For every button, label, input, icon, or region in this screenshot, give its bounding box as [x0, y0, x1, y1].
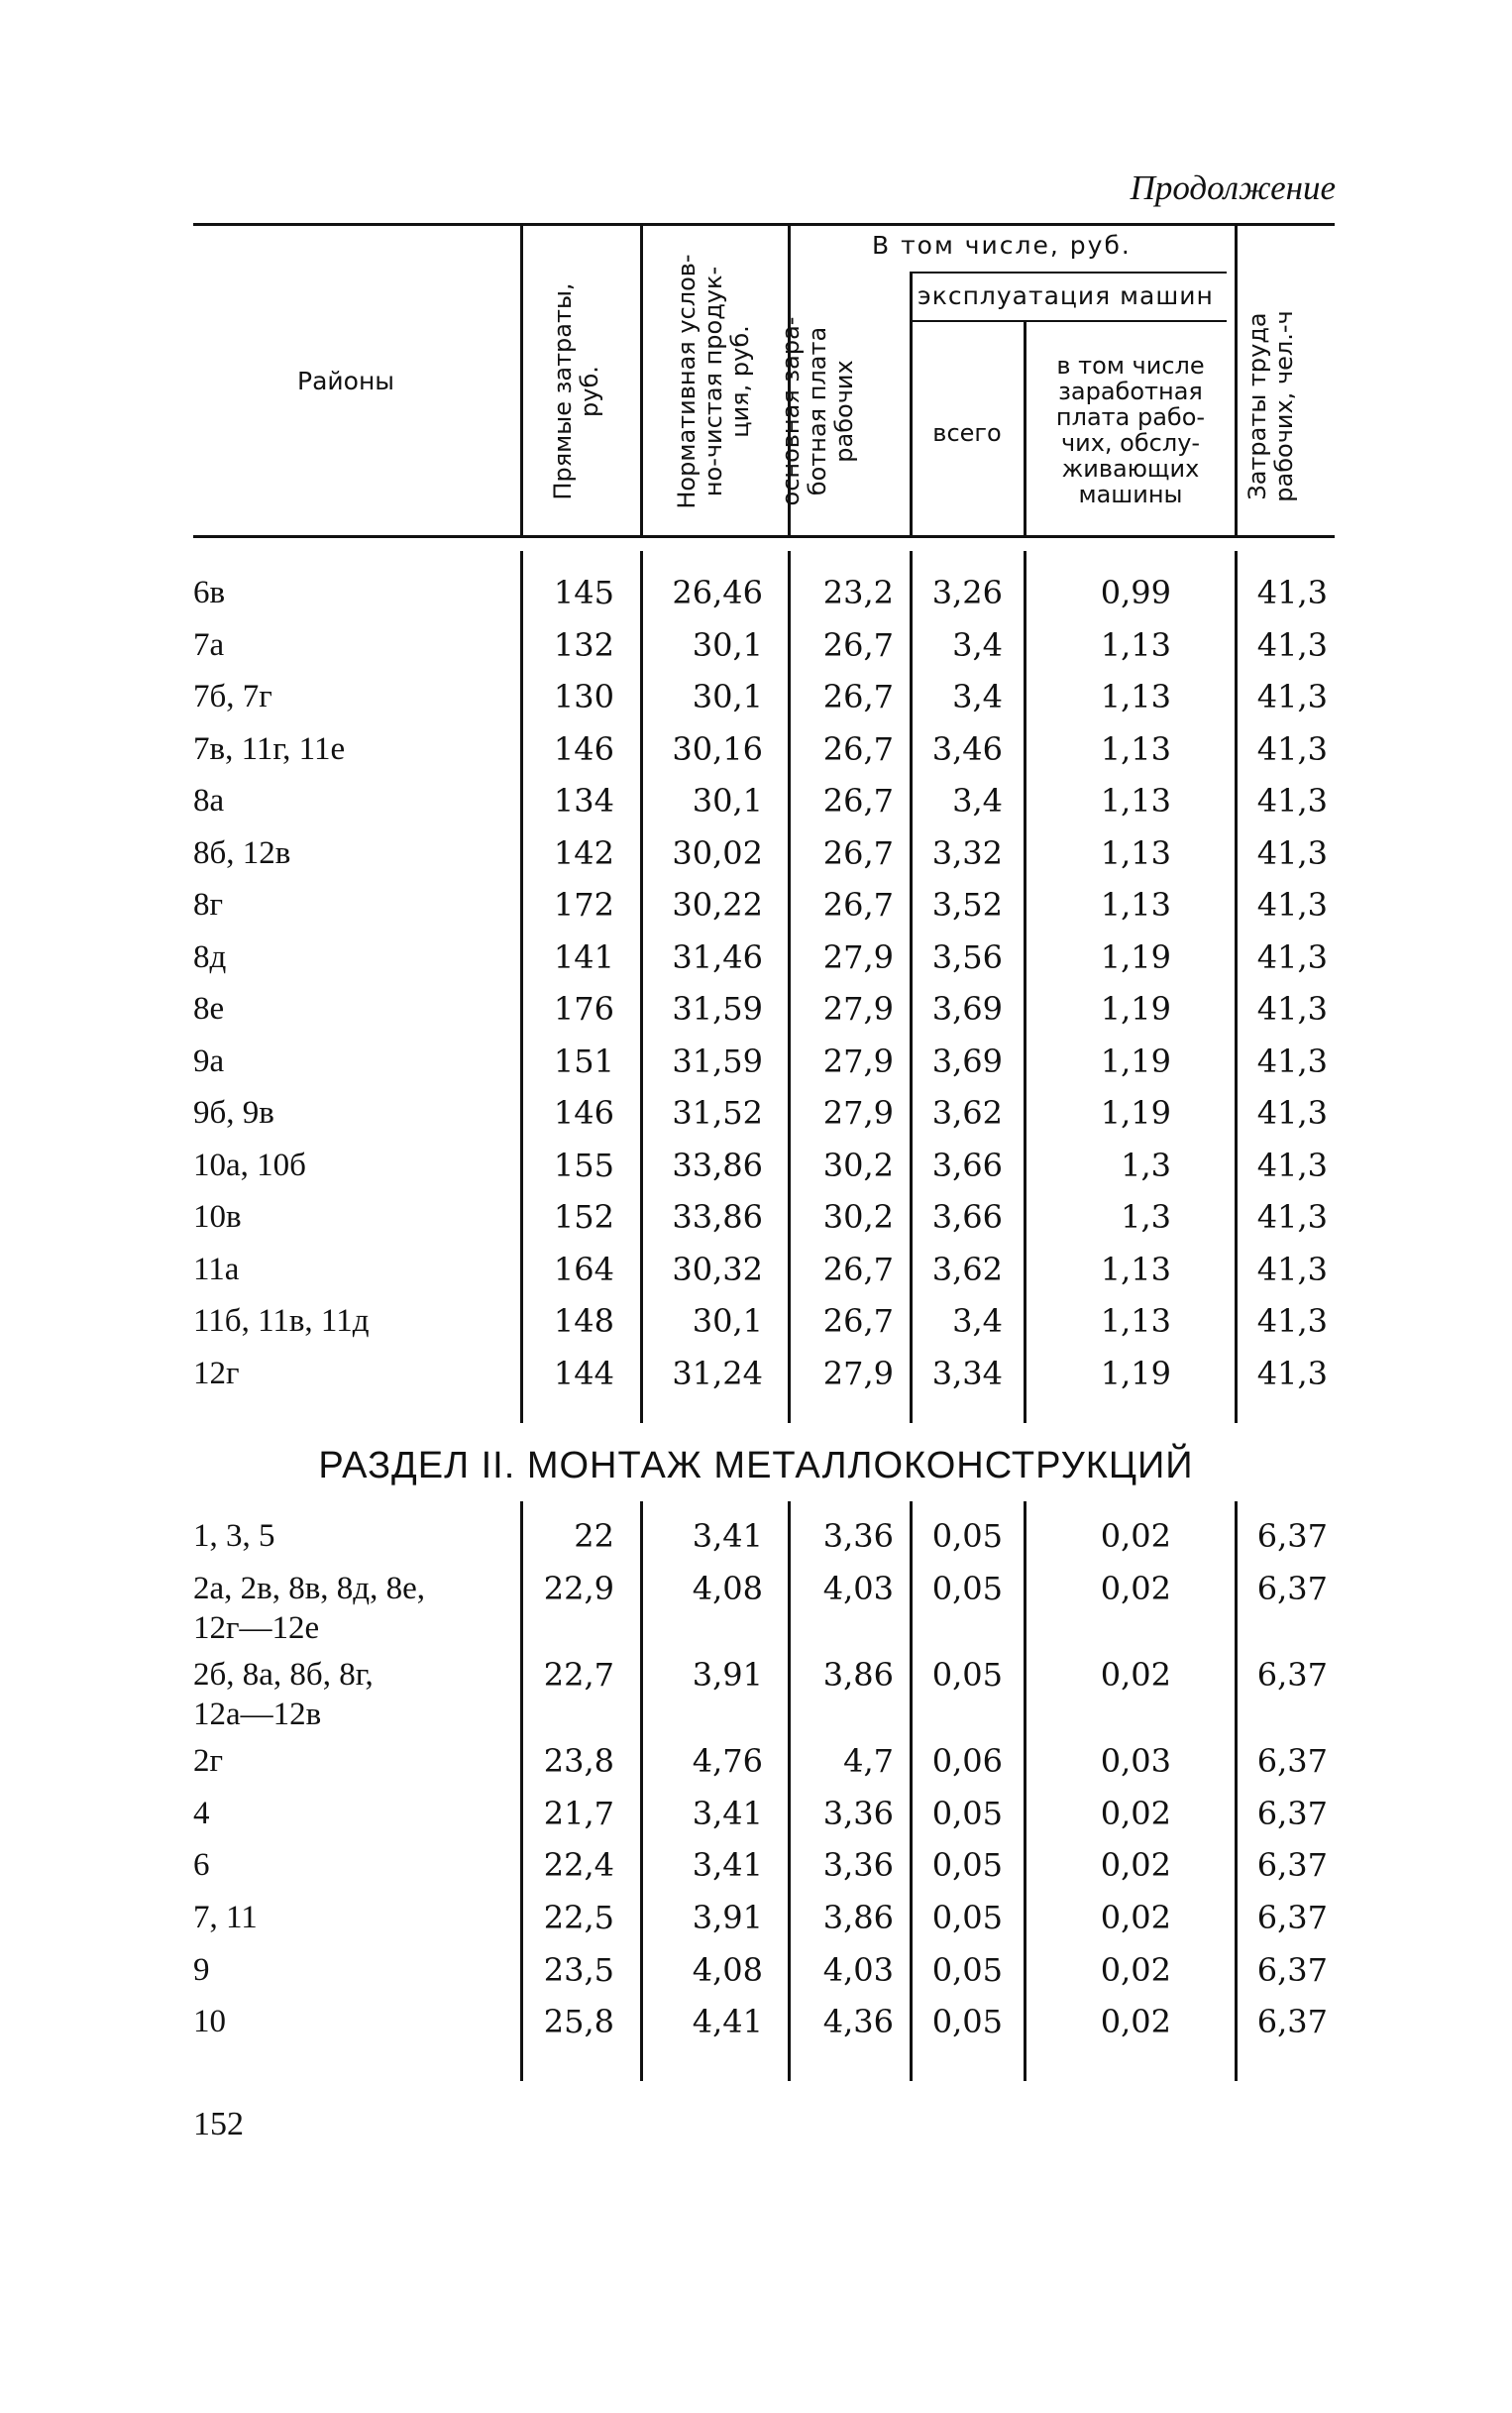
labor-cell: 41,3: [1256, 1250, 1328, 1288]
total-cell: 0,05: [931, 1517, 1003, 1555]
district-cell: [193, 989, 224, 1029]
incl-cell: 1,3: [1121, 1146, 1171, 1184]
wage-cell: 26,7: [822, 1250, 894, 1288]
incl-cell: 1,13: [1100, 833, 1171, 872]
direct-cell: 134: [553, 782, 614, 820]
wage-cell: 4,03: [822, 1570, 894, 1607]
direct-cell: 23,5: [543, 1951, 614, 1989]
wage-cell: 26,7: [822, 833, 894, 872]
direct-cell: 145: [553, 574, 614, 611]
direct-cell: 144: [553, 1354, 614, 1392]
direct-cell: 23,8: [543, 1742, 614, 1780]
incl-cell: 1,19: [1100, 937, 1171, 976]
direct-cell: 141: [553, 937, 614, 976]
total-cell: 3,56: [931, 937, 1003, 976]
district-cell: [193, 625, 224, 665]
direct-cell: 176: [553, 990, 614, 1028]
labor-cell: 6,37: [1256, 1795, 1328, 1832]
district-label: 9б, 9в: [193, 1095, 274, 1131]
district-label: 2г: [193, 1743, 224, 1779]
header-vline-6: [1235, 226, 1238, 535]
direct-cell: 151: [553, 1042, 614, 1080]
incl-cell: 1,13: [1100, 625, 1171, 664]
total-cell: 0,05: [931, 1951, 1003, 1989]
incl-cell: 0,02: [1100, 1795, 1171, 1832]
table-row: [0, 1569, 1512, 1646]
machine-ops-rule: [910, 320, 1227, 322]
wage-cell: 27,9: [822, 937, 894, 976]
district-label: 4: [193, 1796, 210, 1831]
district-cell: [193, 1042, 224, 1081]
labor-cell: 41,3: [1256, 833, 1328, 872]
incl-cell: 1,13: [1100, 886, 1171, 924]
total-cell: 3,62: [931, 1094, 1003, 1132]
labor-cell: 6,37: [1256, 1742, 1328, 1780]
district-label: 7в, 11г, 11е: [193, 730, 346, 767]
total-cell: 3,62: [931, 1250, 1003, 1288]
page-number: 152: [193, 2106, 244, 2142]
normative-cell: 33,86: [672, 1198, 763, 1236]
labor-cell: 41,3: [1256, 1146, 1328, 1184]
district-label: 8б, 12в: [193, 834, 291, 871]
district-label: 8е: [193, 991, 225, 1027]
direct-cell: 22,7: [543, 1656, 614, 1694]
district-label: 7б, 7г: [193, 679, 272, 714]
wage-cell: 26,7: [822, 678, 894, 715]
total-cell: 0,06: [931, 1742, 1003, 1780]
table-row: [0, 1516, 1512, 1568]
normative-cell: 31,46: [672, 937, 763, 976]
labor-cell: 6,37: [1256, 1951, 1328, 1989]
wage-cell: 26,7: [822, 886, 894, 924]
normative-cell: 30,1: [692, 625, 763, 664]
direct-cell: 142: [553, 833, 614, 872]
incl-cell: 1,13: [1100, 678, 1171, 715]
direct-cell: 164: [553, 1250, 614, 1288]
district-label: 2б, 8а, 8б, 8г,: [193, 1657, 374, 1693]
normative-cell: 30,32: [672, 1250, 763, 1288]
incl-cell: 1,19: [1100, 1094, 1171, 1132]
total-cell: 0,05: [931, 1570, 1003, 1607]
district-cell: [193, 781, 224, 821]
district-cell: [193, 1093, 274, 1133]
district-cell: [193, 1354, 240, 1393]
direct-cell: 155: [553, 1146, 614, 1184]
direct-cell: 22: [574, 1517, 614, 1555]
wage-cell: 26,7: [822, 782, 894, 820]
incl-cell: 1,13: [1100, 729, 1171, 768]
direct-cell: 148: [553, 1302, 614, 1340]
labor-cell: 6,37: [1256, 1570, 1328, 1607]
table-row: [0, 2002, 1512, 2053]
normative-cell: 3,91: [692, 1899, 763, 1936]
district-label: 8а: [193, 783, 225, 819]
incl-cell: 0,02: [1100, 1570, 1171, 1607]
table-row: [0, 1354, 1512, 1405]
normative-cell: 4,41: [692, 2003, 763, 2040]
wage-cell: 4,03: [822, 1951, 894, 1989]
labor-cell: 6,37: [1256, 1656, 1328, 1694]
header-base-wage: основная зара- ботная плата рабочих: [777, 316, 858, 506]
normative-cell: 31,52: [672, 1094, 763, 1132]
district-cell: [193, 1898, 258, 1937]
wage-cell: 26,7: [822, 1302, 894, 1340]
district-cell: [193, 1794, 210, 1833]
incl-cell: 0,02: [1100, 1656, 1171, 1694]
incl-cell: 0,02: [1100, 1846, 1171, 1884]
table-row: [0, 1093, 1512, 1145]
wage-cell: 27,9: [822, 990, 894, 1028]
district-label: 11а: [193, 1251, 240, 1287]
district-cell: [193, 1301, 370, 1341]
normative-cell: 31,24: [672, 1354, 763, 1392]
total-cell: 3,69: [931, 1042, 1003, 1080]
district-cell: [193, 885, 223, 925]
wage-cell: 3,36: [822, 1795, 894, 1832]
table-row: [0, 1197, 1512, 1249]
district-label: 10в: [193, 1199, 242, 1235]
normative-cell: 26,46: [672, 574, 763, 611]
wage-cell: 3,36: [822, 1517, 894, 1555]
normative-cell: 3,41: [692, 1795, 763, 1832]
table-row: [0, 573, 1512, 624]
wage-cell: 3,86: [822, 1656, 894, 1694]
direct-cell: 130: [553, 678, 614, 715]
district-cell: [193, 1146, 306, 1185]
wage-cell: 30,2: [822, 1146, 894, 1184]
district-cell: [193, 1845, 210, 1885]
incl-cell: 0,99: [1100, 574, 1171, 611]
header-vline-1: [520, 226, 523, 535]
normative-cell: 33,86: [672, 1146, 763, 1184]
normative-cell: 30,16: [672, 729, 763, 768]
header-normative: Нормативная услов- но-чистая продук- ция, руб.: [673, 254, 754, 509]
district-cell: [193, 1569, 425, 1648]
direct-cell: 132: [553, 625, 614, 664]
direct-cell: 21,7: [543, 1795, 614, 1832]
wage-cell: 27,9: [822, 1354, 894, 1392]
total-cell: 3,46: [931, 729, 1003, 768]
incl-cell: 0,02: [1100, 1951, 1171, 1989]
wage-cell: 4,36: [822, 2003, 894, 2040]
district-label: 10а, 10б: [193, 1147, 306, 1183]
wage-cell: 26,7: [822, 625, 894, 664]
table-row: [0, 625, 1512, 677]
table-row: [0, 1741, 1512, 1793]
total-cell: 3,66: [931, 1146, 1003, 1184]
header-districts: Районы: [297, 367, 395, 395]
labor-cell: 41,3: [1256, 886, 1328, 924]
incl-cell: 0,03: [1100, 1742, 1171, 1780]
labor-cell: 6,37: [1256, 1517, 1328, 1555]
wage-cell: 26,7: [822, 729, 894, 768]
table-row: [0, 885, 1512, 936]
section2-title: РАЗДЕЛ II. МОНТАЖ МЕТАЛЛОКОНСТРУКЦИЙ: [318, 1445, 1194, 1486]
district-label: 6в: [193, 575, 226, 610]
direct-cell: 22,4: [543, 1846, 614, 1884]
table-row: [0, 1655, 1512, 1732]
district-cell: [193, 1655, 374, 1734]
district-cell: [193, 573, 225, 612]
total-cell: 3,4: [952, 782, 1003, 820]
district-cell: [193, 677, 272, 716]
header-bottom-rule: [193, 535, 1335, 538]
wage-cell: 27,9: [822, 1042, 894, 1080]
table-row: [0, 1794, 1512, 1845]
header-vline-2: [640, 226, 643, 535]
labor-cell: 41,3: [1256, 782, 1328, 820]
total-cell: 3,32: [931, 833, 1003, 872]
district-cell: [193, 1250, 239, 1289]
total-cell: 0,05: [931, 1795, 1003, 1832]
table-row: [0, 677, 1512, 728]
labor-cell: 41,3: [1256, 625, 1328, 664]
table-row: [0, 1042, 1512, 1093]
district-cell: [193, 1197, 242, 1237]
labor-cell: 6,37: [1256, 2003, 1328, 2040]
table-row: [0, 937, 1512, 989]
incl-cell: 0,02: [1100, 2003, 1171, 2040]
normative-cell: 30,22: [672, 886, 763, 924]
district-label: 9а: [193, 1042, 225, 1079]
total-cell: 3,69: [931, 990, 1003, 1028]
table-row: [0, 1950, 1512, 2002]
district-label: 1, 3, 5: [193, 1518, 275, 1554]
total-cell: 0,05: [931, 1846, 1003, 1884]
normative-cell: 30,02: [672, 833, 763, 872]
total-cell: 3,4: [952, 678, 1003, 715]
incl-cell: 1,19: [1100, 1042, 1171, 1080]
header-labor: Затраты труда рабочих, чел.-ч: [1243, 310, 1298, 502]
district-cell: [193, 729, 345, 769]
incl-cell: 1,19: [1100, 990, 1171, 1028]
incl-cell: 0,02: [1100, 1517, 1171, 1555]
labor-cell: 41,3: [1256, 1042, 1328, 1080]
labor-cell: 41,3: [1256, 678, 1328, 715]
labor-cell: 6,37: [1256, 1899, 1328, 1936]
district-label: 6: [193, 1847, 210, 1883]
wage-cell: 3,86: [822, 1899, 894, 1936]
incl-cell: 1,19: [1100, 1354, 1171, 1392]
continuation-label: Продолжение: [1130, 168, 1336, 207]
incl-cell: 1,13: [1100, 1250, 1171, 1288]
wage-cell: 30,2: [822, 1198, 894, 1236]
district-cell: [193, 833, 290, 873]
incl-cell: 1,3: [1121, 1198, 1171, 1236]
wage-cell: 27,9: [822, 1094, 894, 1132]
direct-cell: 22,5: [543, 1899, 614, 1936]
table-row: [0, 1250, 1512, 1301]
total-cell: 0,05: [931, 1899, 1003, 1936]
district-cell: [193, 1741, 223, 1781]
table-row: [0, 1845, 1512, 1897]
normative-cell: 3,41: [692, 1517, 763, 1555]
district-cell: [193, 937, 226, 977]
total-cell: 3,66: [931, 1198, 1003, 1236]
table-row: [0, 781, 1512, 832]
direct-cell: 146: [553, 729, 614, 768]
direct-cell: 172: [553, 886, 614, 924]
district-label: 7, 11: [193, 1900, 258, 1935]
header-machine-ops: эксплуатация машин: [918, 281, 1214, 310]
district-label: 2а, 2в, 8в, 8д, 8е,: [193, 1571, 425, 1606]
labor-cell: 41,3: [1256, 574, 1328, 611]
normative-cell: 31,59: [672, 1042, 763, 1080]
normative-cell: 4,08: [692, 1570, 763, 1607]
including-rule: [910, 272, 1227, 274]
header-vline-4: [910, 274, 913, 535]
table-row: [0, 1146, 1512, 1197]
incl-cell: 0,02: [1100, 1899, 1171, 1936]
labor-cell: 41,3: [1256, 729, 1328, 768]
direct-cell: 22,9: [543, 1570, 614, 1607]
labor-cell: 41,3: [1256, 1302, 1328, 1340]
table-row: [0, 833, 1512, 885]
table-row: [0, 1301, 1512, 1353]
header-direct-costs: Прямые затраты, руб.: [549, 282, 603, 500]
district-cell: [193, 1516, 275, 1556]
normative-cell: 30,1: [692, 678, 763, 715]
table-row: [0, 1898, 1512, 1949]
direct-cell: 146: [553, 1094, 614, 1132]
direct-cell: 25,8: [543, 2003, 614, 2040]
normative-cell: 30,1: [692, 1302, 763, 1340]
header-top-rule: [193, 223, 1335, 226]
normative-cell: 31,59: [672, 990, 763, 1028]
district-cell: [193, 2002, 226, 2041]
normative-cell: 3,41: [692, 1846, 763, 1884]
labor-cell: 6,37: [1256, 1846, 1328, 1884]
header-incl-wage: в том числе заработная плата рабо- чих, обслу- живающих машины: [1055, 352, 1206, 508]
district-label-continued: 12а—12в: [193, 1697, 322, 1732]
district-label: 8д: [193, 938, 227, 975]
total-cell: 3,52: [931, 886, 1003, 924]
header-total: всего: [932, 419, 1002, 447]
labor-cell: 41,3: [1256, 1094, 1328, 1132]
total-cell: 3,34: [931, 1354, 1003, 1392]
labor-cell: 41,3: [1256, 1198, 1328, 1236]
labor-cell: 41,3: [1256, 937, 1328, 976]
table-row: [0, 989, 1512, 1041]
district-cell: [193, 1950, 210, 1990]
total-cell: 0,05: [931, 2003, 1003, 2040]
wage-cell: 23,2: [822, 574, 894, 611]
table-row: [0, 729, 1512, 781]
labor-cell: 41,3: [1256, 990, 1328, 1028]
labor-cell: 41,3: [1256, 1354, 1328, 1392]
district-label: 7а: [193, 626, 225, 663]
total-cell: 0,05: [931, 1656, 1003, 1694]
normative-cell: 4,76: [692, 1742, 763, 1780]
normative-cell: 30,1: [692, 782, 763, 820]
district-label: 12г: [193, 1355, 240, 1391]
direct-cell: 152: [553, 1198, 614, 1236]
wage-cell: 4,7: [843, 1742, 894, 1780]
total-cell: 3,4: [952, 625, 1003, 664]
district-label: 8г: [193, 887, 224, 923]
wage-cell: 3,36: [822, 1846, 894, 1884]
total-cell: 3,4: [952, 1302, 1003, 1340]
header-including: В том числе, руб.: [872, 231, 1132, 260]
district-label: 11б, 11в, 11д: [193, 1303, 370, 1339]
incl-cell: 1,13: [1100, 1302, 1171, 1340]
district-label: 9: [193, 1952, 210, 1988]
total-cell: 3,26: [931, 574, 1003, 611]
district-label-continued: 12г—12е: [193, 1610, 320, 1646]
incl-cell: 1,13: [1100, 782, 1171, 820]
normative-cell: 3,91: [692, 1656, 763, 1694]
normative-cell: 4,08: [692, 1951, 763, 1989]
district-label: 10: [193, 2004, 226, 2039]
